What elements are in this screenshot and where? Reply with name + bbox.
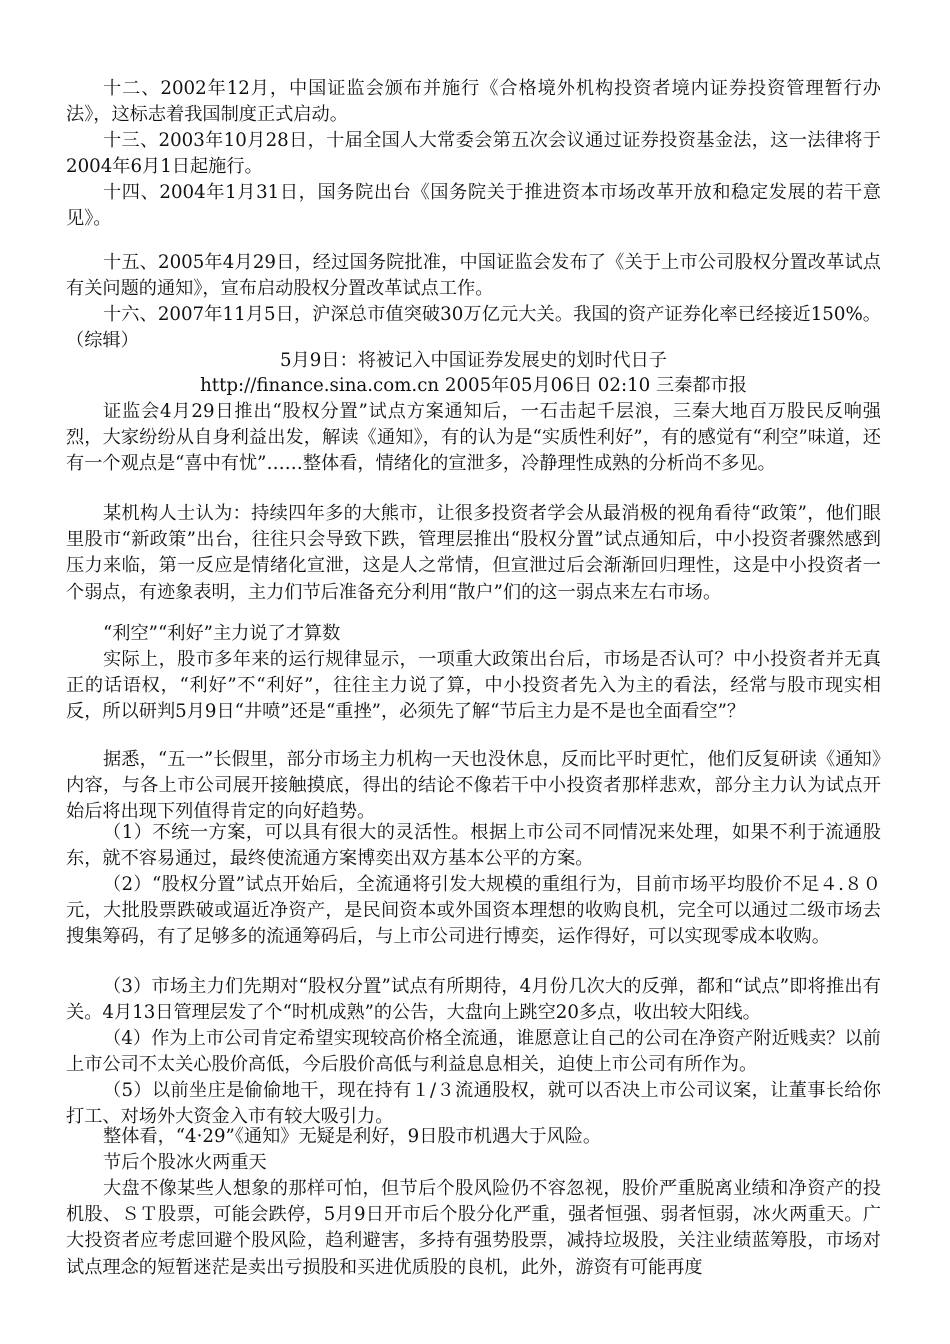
body-paragraph-1: 证监会4月29日推出“股权分置”试点方案通知后，一石击起千层浪，三秦大地百万股民反响强烈，大家纷纷从自身利益出发，解读《通知》，有的认为是“实质性利好”，有的感觉有“利空”味道，还有一个观点是“喜中有忧”……整体看，情绪化的宣泄多，冷静理性成熟的分析尚不多见。 (66, 401, 881, 475)
summary-line: 整体看，“4·29”《通知》无疑是利好，9日股市机遇大于风险。 (103, 1126, 602, 1147)
paragraph-14: 十四、2004年1月31日，国务院出台《国务院关于推进资本市场改革开放和稳定发展的若干意见》。 (66, 182, 881, 230)
paragraph-13: 十三、2003年10月28日，十届全国人大常委会第五次会议通过证券投资基金法，这一法律将于2004年6月1日起施行。 (66, 130, 881, 178)
body-paragraph-4: 据悉，“五一”长假里，部分市场主力机构一天也没休息，反而比平时更忙，他们反复研读《通知》内容，与各上市公司展开接触摸底，得出的结论不像若干中小投资者那样悲欢，部分主力认为试点开始后将出现下列值得肯定的向好趋势。 (66, 749, 881, 823)
list-item-5: （5）以前坐庄是偷偷地干，现在持有１/３流通股权，就可以否决上市公司议案，让董事长给你打工、对场外大资金入市有较大吸引力。 (66, 1080, 881, 1128)
article-source-line: http://finance.sina.com.cn 2005年05月06日 02:10 三秦都市报 (200, 375, 747, 396)
paragraph-16: 十六、2007年11月5日，沪深总市值突破30万亿元大关。我国的资产证券化率已经接近150%。（综辑） (66, 304, 881, 352)
section-heading-1: “利空”“利好”主力说了才算数 (103, 623, 341, 644)
paragraph-12: 十二、2002年12月，中国证监会颁布并施行《合格境外机构投资者境内证券投资管理暂行办法》，这标志着我国制度正式启动。 (66, 78, 881, 126)
body-paragraph-2: 某机构人士认为：持续四年多的大熊市，让很多投资者学会从最消极的视角看待“政策”，他们眼里股市“新政策”出台，往往只会导致下跌，管理层推出“股权分置”试点通知后，中小投资者骤然感到压力来临，第一反应是情绪化宣泄，这是人之常情，但宣泄过后会渐渐回归理性，这是中小投资者一个弱点，有迹象表明，主力们节后准备充分利用“散户”们的这一弱点来左右市场。 (66, 503, 881, 603)
paragraph-15: 十五、2005年4月29日，经过国务院批准，中国证监会发布了《关于上市公司股权分置改革试点有关问题的通知》，宣布启动股权分置改革试点工作。 (66, 252, 881, 300)
body-paragraph-3: 实际上，股市多年来的运行规律显示，一项重大政策出台后，市场是否认可？中小投资者并无真正的话语权，“利好”不“利好”，往往主力说了算，中小投资者先入为主的看法，经常与股市现实相反，所以研判5月9日“井喷”还是“重挫”，必须先了解“节后主力是不是也全面看空”？ (66, 649, 881, 723)
article-title: 5月9日：将被记入中国证券发展史的划时代日子 (280, 350, 667, 371)
section-heading-2: 节后个股冰火两重天 (103, 1152, 267, 1173)
list-item-1: （1）不统一方案，可以具有很大的灵活性。根据上市公司不同情况来处理，如果不利于流通股东，就不容易通过，最终使流通方案博奕出双方基本公平的方案。 (66, 822, 881, 870)
body-paragraph-5: 大盘不像某些人想象的那样可怕，但节后个股风险仍不容忽视，股价严重脱离业绩和净资产的投机股、ＳＴ股票，可能会跌停，5月9日开市后个股分化严重，强者恒强、弱者恒弱，冰火两重天。广大投资者应考虑回避个股风险，趋利避害，多持有强势股票，减持垃圾股，关注业绩蓝筹股，市场对试点理念的短暂迷茫是卖出亏损股和买进优质股的良机，此外，游资有可能再度 (66, 1178, 881, 1278)
list-item-2: （2）“股权分置”试点开始后，全流通将引发大规模的重组行为，目前市场平均股价不足４.８０元，大批股票跌破或逼近净资产，是民间资本或外国资本理想的收购良机，完全可以通过二级市场去搜集筹码，有了足够多的流通筹码后，与上市公司进行博奕，运作得好，可以实现零成本收购。 (66, 874, 881, 948)
list-item-4: （4）作为上市公司肯定希望实现较高价格全流通，谁愿意让自己的公司在净资产附近贱卖？以前上市公司不太关心股价高低，今后股价高低与利益息息相关，迫使上市公司有所作为。 (66, 1028, 881, 1076)
list-item-3: （3）市场主力们先期对“股权分置”试点有所期待，4月份几次大的反弹，都和“试点”即将推出有关。4月13日管理层发了个“时机成熟”的公告，大盘向上跳空20多点，收出较大阳线。 (66, 976, 881, 1024)
